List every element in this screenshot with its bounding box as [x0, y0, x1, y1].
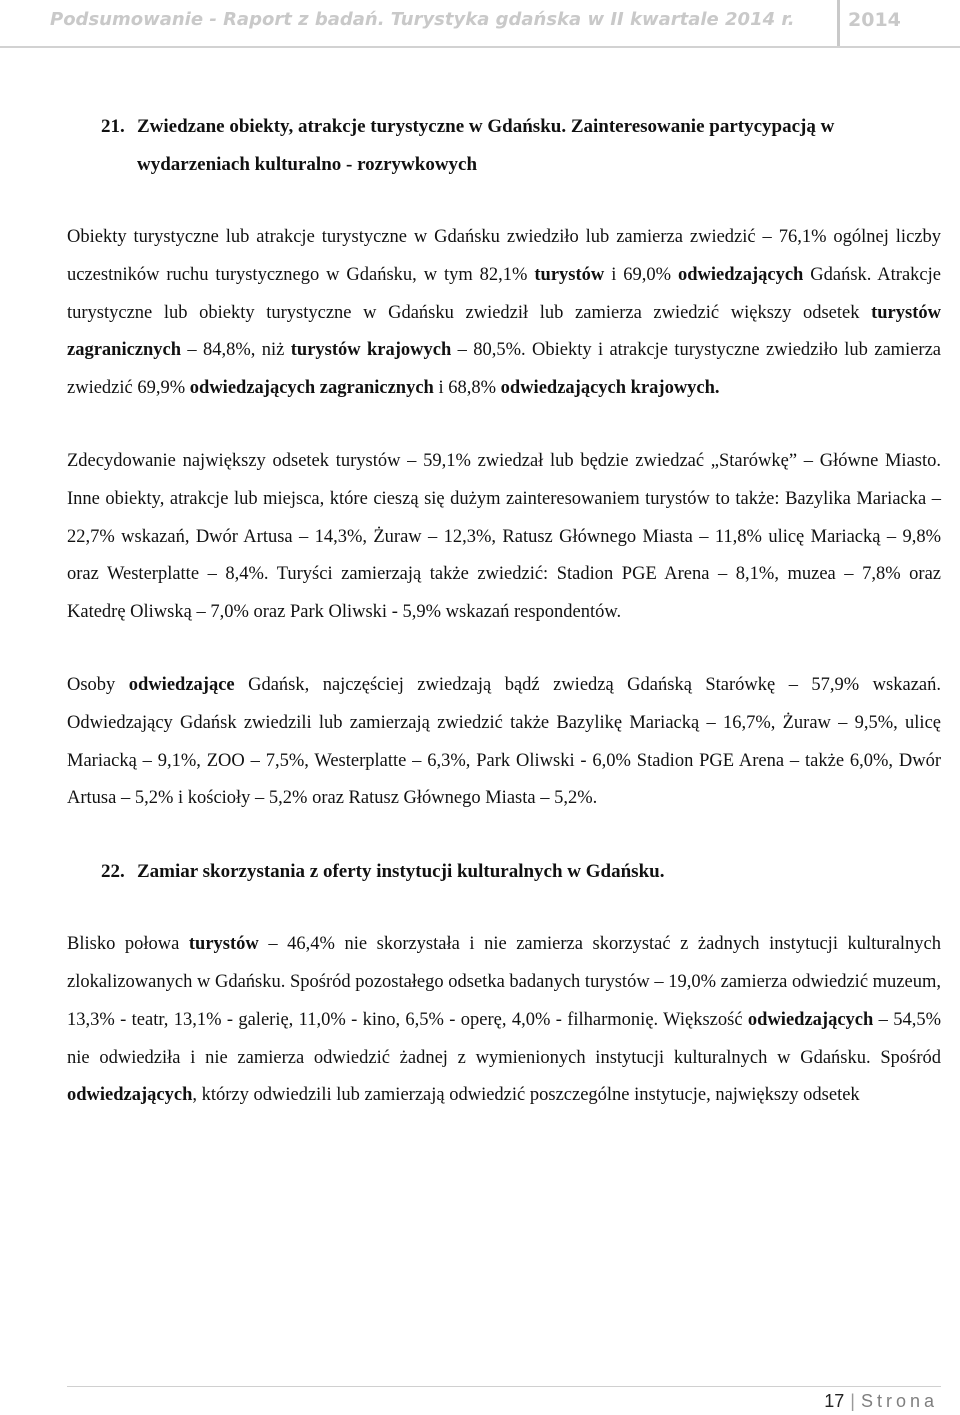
section-21-paragraph-3 — [67, 667, 941, 818]
section-21-title: Zwiedzane obiekty, atrakcje turystyczne w Gdańsku. Zainteresowanie partycypacją w wydarzeniach kulturalno - rozrywkowych — [137, 116, 835, 175]
text-run: – 46,4% nie skorzystała i nie zamierza skorzystać z żadnych instytucji kulturalnych zlokalizowanych w Gdańsku. Spośród pozostałego odsetka badanych turystów – 19,0% zamierza odwiedzić muzeum, 13,3% - teatr, 13,1% - galerię, 11,0% - kino, 6,5% - operę, 4,0% - filharmonię. Większość — [67, 934, 942, 1030]
text-run: Gdańsk, najczęściej zwiedzają bądź zwiedzą Gdańską Starówkę – 57,9% wskazań. Odwiedzający Gdańsk zwiedzili lub zamierzają zwiedzić także Bazylikę Mariacką – 16,7%, Żuraw – 9,5%, ulicę Mariacką – 9,1%, ZOO – 7,5%, Westerplatte – 6,3%, Park Oliwski - 6,0% Stadion PGE Arena – także 6,0%, Dwór Artusa – 5,2% i kościoły – 5,2% oraz Ratusz Głównego Miasta – 5,2%. — [67, 674, 942, 809]
text-run: – 80,5%. Obiekty i atrakcje turystyczne zwiedziło lub zamierza zwiedzić 69,9% — [67, 340, 942, 399]
section-21-heading — [67, 108, 941, 184]
section-21-number: 21. — [101, 116, 125, 137]
bold-run: turystów krajowych — [290, 340, 452, 361]
section-21-paragraph-2: Zdecydowanie największy odsetek turystów – 59,1% zwiedzał lub będzie zwiedzać „Starówkę” – Główne Miasto. Inne obiekty, atrakcje lub miejsca, które cieszą się dużym zainteresowaniem turystów to także: Bazylika Mariacka – 22,7% wskazań, Dwór Artusa – 14,3%, Żuraw – 12,3%, Ratusz Głównego Miasta – 11,8% ulicę Mariacką – 9,8% oraz Westerplatte – 8,4%. Turyści zamierzają także zwiedzić: Stadion PGE Arena – 8,1%, muzea – 7,8% oraz Katedrę Oliwską – 7,0% oraz Park Oliwski - 5,9% wskazań respondentów. — [67, 450, 941, 623]
page-content — [67, 108, 941, 1115]
text-run: – 84,8%, niż — [181, 340, 291, 361]
text-run: Blisko połowa — [67, 934, 189, 955]
text-run: , którzy odwiedzili lub zamierzają odwiedzić poszczególne instytucje, największy odsetek — [192, 1085, 860, 1106]
header-year: 2014 — [848, 9, 901, 31]
text-run: – 54,5% nie odwiedziła i nie zamierza odwiedzić żadnej z wymienionych instytucji kulturalnych w Gdańsku. Spośród — [67, 1009, 941, 1068]
section-22-title: Zamiar skorzystania z oferty instytucji kulturalnych w Gdańsku. — [137, 861, 665, 883]
bold-run: odwiedzających zagranicznych — [189, 378, 434, 399]
text-run: Obiekty turystyczne lub atrakcje turystyczne w Gdańsku zwiedziło lub zamierza zwiedzić – 76,1% ogólnej liczby uczestników ruchu turystycznego w Gdańsku, w tym 82,1% — [67, 227, 941, 285]
text-run: i 69,0% — [604, 264, 678, 285]
bold-run: turystów — [534, 264, 605, 285]
header-divider — [837, 0, 840, 46]
section-22-heading — [67, 853, 941, 891]
section-21-paragraph-1 — [67, 219, 941, 408]
text-run: Gdańsk. Atrakcje turystyczne lub obiekty turystyczne w Gdańsku zwiedził lub zamierza zwiedzić większy odsetek — [67, 264, 941, 323]
footer-label: Strona — [860, 1391, 938, 1411]
page-header — [0, 0, 960, 46]
bold-run: odwiedzających krajowych. — [500, 378, 720, 399]
bold-run: odwiedzające — [128, 674, 235, 695]
bold-run: odwiedzających — [677, 264, 804, 285]
header-rule — [0, 46, 960, 48]
section-22-number: 22. — [101, 861, 125, 883]
text-run: Osoby — [67, 674, 129, 695]
text-run: i 68,8% — [433, 378, 501, 399]
page-footer — [824, 1391, 938, 1412]
bold-run: turystów — [188, 934, 259, 955]
bold-run: odwiedzających — [67, 1085, 193, 1106]
header-title: Podsumowanie - Raport z badań. Turystyka gdańska w II kwartale 2014 r. — [50, 9, 795, 30]
page-number: 17 — [824, 1391, 845, 1411]
footer-separator: | — [850, 1391, 855, 1411]
bold-run: turystów zagranicznych — [67, 302, 941, 361]
bold-run: odwiedzających — [747, 1009, 874, 1030]
section-22-paragraph-1 — [67, 926, 941, 1115]
footer-rule — [67, 1386, 941, 1387]
